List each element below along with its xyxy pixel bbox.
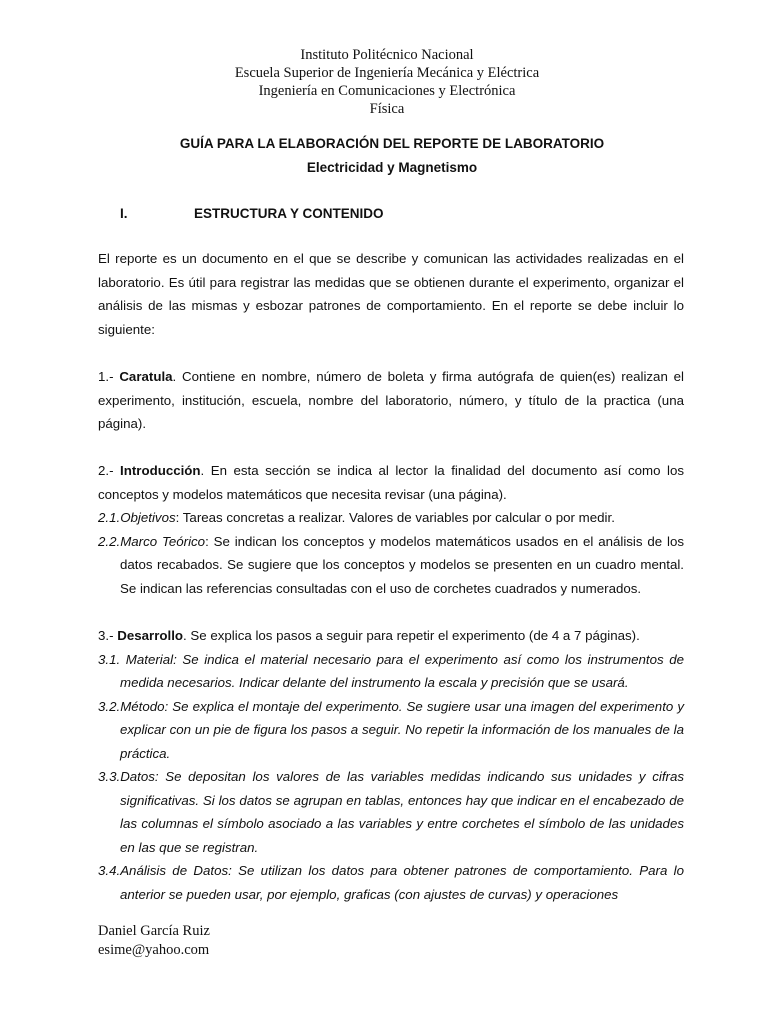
item-caratula [98, 365, 684, 436]
subitem-analisis-datos [98, 859, 684, 906]
institution-block [140, 46, 634, 118]
subitem-marco-teorico [98, 530, 684, 601]
desarrollo-text: . Se explica los pasos a seguir para repetir el experimento (de 4 a 7 páginas). [183, 628, 640, 643]
ipn-logo-icon [54, 46, 104, 116]
subitem-number: 3.2. [98, 698, 121, 714]
subitem-label: Objetivos [120, 510, 176, 525]
subitem-objetivos [98, 506, 684, 530]
subitem-text: : Tareas concretas a realizar. Valores de variables por calcular o por medir. [175, 510, 615, 525]
subitem-text: Datos: Se depositan los valores de las variables medidas indicando sus unidades y cifras significativas. Si los datos se agrupan en tablas, entonces hay que indicar en el encabezado de las columnas el símbolo asociado a las variables y entre corchetes el símbolo de las unidades en las que se registran. [120, 769, 684, 855]
item-desarrollo [98, 624, 684, 906]
subitem-datos [98, 765, 684, 859]
introduccion-label: Introducción [120, 463, 201, 478]
subitem-text: Material: Se indica el material necesario para el experimento así como los instrumentos de medida necesarios. Indicar delante del instrumento la escala y precisión que se usará. [120, 651, 684, 690]
document-title: GUÍA PARA LA ELABORACIÓN DEL REPORTE DE LABORATORIO [179, 136, 605, 151]
introduccion-text: . En esta sección se indica al lector la finalidad del documento así como los conceptos y modelos matemáticos que necesita revisar (una página). [98, 463, 684, 502]
desarrollo-label: Desarrollo [117, 628, 184, 643]
subitem-label: Marco Teórico [120, 533, 206, 549]
subitem-number: 2.1. [98, 510, 121, 525]
introduccion-number: 2.- [98, 463, 114, 478]
section-title: ESTRUCTURA Y CONTENIDO [194, 206, 384, 221]
desarrollo-number: 3.- [98, 628, 114, 643]
author-name: Daniel García Ruiz [98, 923, 210, 939]
subitem-text: Método: Se explica el montaje del experimento. Se sugiere usar una imagen del experimento y explicar con un pie de figura los pasos a seguir. No repetir la información de los manuales de la práctica. [120, 698, 684, 761]
subject-name: Física [369, 101, 405, 117]
document-footer [98, 922, 210, 960]
subitem-number: 2.2. [98, 533, 121, 549]
subitem-text: : Se indican los conceptos y modelos matemáticos usados en el análisis de los datos recabados. Se sugiere que los conceptos y modelos se presenten en un cuadro mental. Se indican las referencias consultadas con el uso de corchetes cuadrados y numerados. [120, 533, 684, 596]
section-heading [120, 204, 384, 224]
caratula-label: Caratula [119, 369, 173, 384]
caratula-paragraph [98, 365, 684, 436]
subitem-metodo [98, 695, 684, 766]
caratula-text: . Contiene en nombre, número de boleta y firma autógrafa de quien(es) realizan el experimento, institución, escuela, nombre del laboratorio, número, y título de la practica (una página). [98, 369, 684, 431]
desarrollo-paragraph [98, 624, 684, 648]
document-title-block [90, 134, 694, 178]
program-name: Ingeniería en Comunicaciones y Electrónica [258, 83, 516, 99]
caratula-number: 1.- [98, 369, 114, 384]
intro-paragraph: El reporte es un documento en el que se describe y comunican las actividades realizadas en el laboratorio. Es útil para registrar las medidas que se obtienen durante el experimento, organizar el análisis de las mismas y esbozar patrones de comportamiento. En el reporte se debe incluir lo siguiente: [98, 251, 684, 337]
document-subtitle: Electricidad y Magnetismo [306, 160, 478, 175]
author-email[interactable]: esime@yahoo.com [98, 942, 210, 958]
institution-name: Instituto Politécnico Nacional [300, 47, 474, 63]
intro-paragraph-block [98, 247, 684, 341]
subitem-number: 3.3. [98, 769, 121, 784]
section-number: I. [120, 206, 128, 221]
school-name: Escuela Superior de Ingeniería Mecánica y Eléctrica [234, 65, 540, 81]
introduccion-paragraph [98, 459, 684, 506]
document-header [0, 0, 768, 125]
subitem-number: 3.4. [98, 863, 121, 878]
subitem-number: 3.1. [98, 651, 121, 667]
esime-logo-icon [638, 50, 714, 110]
subitem-material [98, 648, 684, 695]
subitem-text: Análisis de Datos: Se utilizan los datos para obtener patrones de comportamiento. Para lo anterior se pueden usar, por ejemplo, graficas (con ajustes de curvas) y operaciones [120, 863, 684, 902]
item-introduccion [98, 459, 684, 600]
